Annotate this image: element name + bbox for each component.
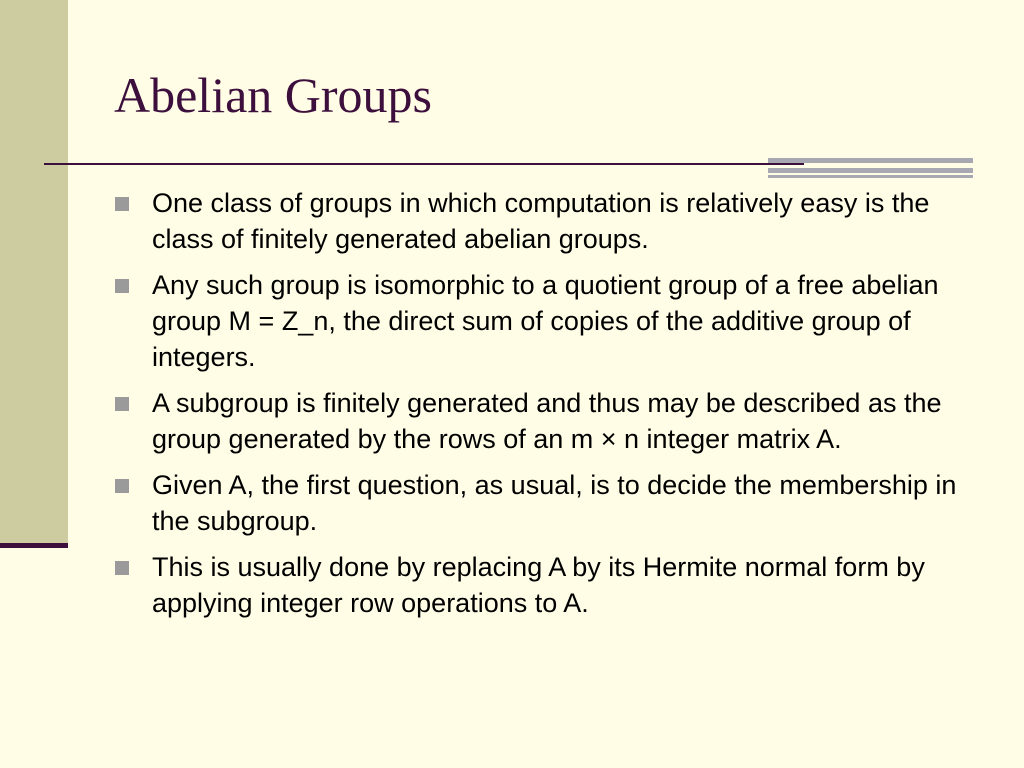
bullet-text: Given A, the first question, as usual, is to decide the membership in the subgroup. <box>152 470 957 536</box>
bullet-text: One class of groups in which computation is relatively easy is the class of finitely generated abelian groups. <box>152 188 930 254</box>
accent-bars <box>768 158 973 180</box>
bullet-item <box>115 467 975 539</box>
bullet-text: This is usually done by replacing A by its Hermite normal form by applying integer row operations to A. <box>152 552 925 618</box>
accent-bar <box>768 158 973 163</box>
accent-bar <box>768 168 973 173</box>
square-bullet-icon <box>115 479 129 493</box>
bullet-item <box>115 267 975 375</box>
square-bullet-icon <box>115 397 129 411</box>
bullet-text: Any such group is isomorphic to a quotient group of a free abelian group M = Z_n, the direct sum of copies of the additive group of integers. <box>152 270 939 372</box>
bullet-text: A subgroup is finitely generated and thus may be described as the group generated by the rows of an m × n integer matrix A. <box>152 388 942 454</box>
bullet-item <box>115 549 975 621</box>
bullet-item <box>115 385 975 457</box>
square-bullet-icon <box>115 561 129 575</box>
accent-bar <box>768 175 973 178</box>
title-underline-rule <box>44 163 804 165</box>
slide-title: Abelian Groups <box>114 67 432 123</box>
left-band-rule <box>0 543 68 548</box>
left-decorative-band <box>0 0 68 543</box>
bullet-list <box>115 185 975 631</box>
bullet-item <box>115 185 975 257</box>
square-bullet-icon <box>115 197 129 211</box>
square-bullet-icon <box>115 279 129 293</box>
